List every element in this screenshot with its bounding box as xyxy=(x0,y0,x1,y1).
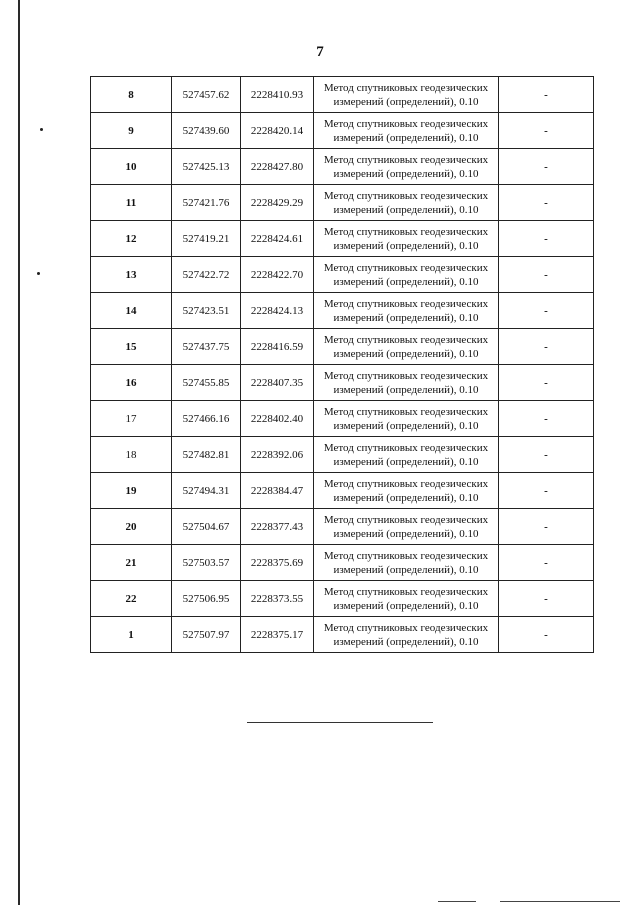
y-coordinate-cell: 2228402.40 xyxy=(241,401,314,437)
method-cell xyxy=(314,437,499,473)
scan-edge-line xyxy=(18,0,20,905)
y-coordinate-cell: 2228392.06 xyxy=(241,437,314,473)
error-cell: - xyxy=(499,257,594,293)
method-cell xyxy=(314,545,499,581)
page-number: 7 xyxy=(316,44,324,60)
y-coordinate-cell: 2228377.43 xyxy=(241,509,314,545)
table-row xyxy=(91,221,594,257)
y-coordinate-cell: 2228373.55 xyxy=(241,581,314,617)
method-text: Метод спутниковых геодезических измерений (определений), 0.10 xyxy=(323,117,489,144)
x-coordinate-cell: 527422.72 xyxy=(172,257,241,293)
method-text: Метод спутниковых геодезических измерений (определений), 0.10 xyxy=(323,153,489,180)
method-cell xyxy=(314,257,499,293)
x-coordinate-cell: 527455.85 xyxy=(172,365,241,401)
end-of-table-rule xyxy=(247,722,433,723)
error-cell: - xyxy=(499,545,594,581)
method-text: Метод спутниковых геодезических измерений (определений), 0.10 xyxy=(323,477,489,504)
point-number-cell: 13 xyxy=(91,257,172,293)
point-number-cell: 10 xyxy=(91,149,172,185)
coordinates-table-body xyxy=(91,77,594,653)
method-text: Метод спутниковых геодезических измерений (определений), 0.10 xyxy=(323,369,489,396)
method-cell xyxy=(314,149,499,185)
footer-rule xyxy=(500,901,620,902)
table-row xyxy=(91,581,594,617)
point-number-cell: 16 xyxy=(91,365,172,401)
point-number-cell: 12 xyxy=(91,221,172,257)
table-row xyxy=(91,77,594,113)
x-coordinate-cell: 527482.81 xyxy=(172,437,241,473)
error-cell: - xyxy=(499,617,594,653)
error-cell: - xyxy=(499,329,594,365)
scan-speck xyxy=(40,128,43,131)
x-coordinate-cell: 527437.75 xyxy=(172,329,241,365)
table-row xyxy=(91,185,594,221)
method-cell xyxy=(314,365,499,401)
method-cell xyxy=(314,293,499,329)
table-row xyxy=(91,401,594,437)
footer-rule xyxy=(438,901,476,902)
table-row xyxy=(91,365,594,401)
coordinates-table xyxy=(90,76,594,653)
method-cell xyxy=(314,329,499,365)
method-text: Метод спутниковых геодезических измерений (определений), 0.10 xyxy=(323,513,489,540)
y-coordinate-cell: 2228424.61 xyxy=(241,221,314,257)
y-coordinate-cell: 2228420.14 xyxy=(241,113,314,149)
x-coordinate-cell: 527419.21 xyxy=(172,221,241,257)
method-text: Метод спутниковых геодезических измерений (определений), 0.10 xyxy=(323,81,489,108)
x-coordinate-cell: 527504.67 xyxy=(172,509,241,545)
table-row xyxy=(91,257,594,293)
point-number-cell: 20 xyxy=(91,509,172,545)
method-cell xyxy=(314,617,499,653)
x-coordinate-cell: 527503.57 xyxy=(172,545,241,581)
x-coordinate-cell: 527425.13 xyxy=(172,149,241,185)
point-number-cell: 11 xyxy=(91,185,172,221)
point-number-cell: 9 xyxy=(91,113,172,149)
method-cell xyxy=(314,401,499,437)
x-coordinate-cell: 527423.51 xyxy=(172,293,241,329)
table-row xyxy=(91,617,594,653)
method-text: Метод спутниковых геодезических измерений (определений), 0.10 xyxy=(323,297,489,324)
error-cell: - xyxy=(499,149,594,185)
error-cell: - xyxy=(499,401,594,437)
method-cell xyxy=(314,77,499,113)
table-row xyxy=(91,293,594,329)
table-row xyxy=(91,437,594,473)
error-cell: - xyxy=(499,221,594,257)
y-coordinate-cell: 2228410.93 xyxy=(241,77,314,113)
y-coordinate-cell: 2228375.69 xyxy=(241,545,314,581)
method-text: Метод спутниковых геодезических измерений (определений), 0.10 xyxy=(323,261,489,288)
table-row xyxy=(91,149,594,185)
method-text: Метод спутниковых геодезических измерений (определений), 0.10 xyxy=(323,621,489,648)
error-cell: - xyxy=(499,77,594,113)
point-number-cell: 18 xyxy=(91,437,172,473)
table-row xyxy=(91,545,594,581)
method-cell xyxy=(314,113,499,149)
method-text: Метод спутниковых геодезических измерений (определений), 0.10 xyxy=(323,549,489,576)
table-row xyxy=(91,509,594,545)
y-coordinate-cell: 2228407.35 xyxy=(241,365,314,401)
method-cell xyxy=(314,581,499,617)
point-number-cell: 1 xyxy=(91,617,172,653)
method-text: Метод спутниковых геодезических измерений (определений), 0.10 xyxy=(323,441,489,468)
method-text: Метод спутниковых геодезических измерений (определений), 0.10 xyxy=(323,405,489,432)
method-text: Метод спутниковых геодезических измерений (определений), 0.10 xyxy=(323,585,489,612)
error-cell: - xyxy=(499,437,594,473)
method-text: Метод спутниковых геодезических измерений (определений), 0.10 xyxy=(323,333,489,360)
y-coordinate-cell: 2228375.17 xyxy=(241,617,314,653)
x-coordinate-cell: 527506.95 xyxy=(172,581,241,617)
x-coordinate-cell: 527439.60 xyxy=(172,113,241,149)
error-cell: - xyxy=(499,185,594,221)
y-coordinate-cell: 2228422.70 xyxy=(241,257,314,293)
point-number-cell: 8 xyxy=(91,77,172,113)
table-row xyxy=(91,473,594,509)
error-cell: - xyxy=(499,509,594,545)
error-cell: - xyxy=(499,581,594,617)
scan-speck xyxy=(37,272,40,275)
point-number-cell: 17 xyxy=(91,401,172,437)
y-coordinate-cell: 2228424.13 xyxy=(241,293,314,329)
error-cell: - xyxy=(499,365,594,401)
x-coordinate-cell: 527494.31 xyxy=(172,473,241,509)
point-number-cell: 21 xyxy=(91,545,172,581)
method-cell xyxy=(314,509,499,545)
method-cell xyxy=(314,221,499,257)
y-coordinate-cell: 2228384.47 xyxy=(241,473,314,509)
x-coordinate-cell: 527421.76 xyxy=(172,185,241,221)
method-cell xyxy=(314,185,499,221)
point-number-cell: 14 xyxy=(91,293,172,329)
error-cell: - xyxy=(499,293,594,329)
x-coordinate-cell: 527507.97 xyxy=(172,617,241,653)
method-text: Метод спутниковых геодезических измерений (определений), 0.10 xyxy=(323,225,489,252)
point-number-cell: 15 xyxy=(91,329,172,365)
y-coordinate-cell: 2228416.59 xyxy=(241,329,314,365)
x-coordinate-cell: 527466.16 xyxy=(172,401,241,437)
point-number-cell: 22 xyxy=(91,581,172,617)
method-text: Метод спутниковых геодезических измерений (определений), 0.10 xyxy=(323,189,489,216)
table-row xyxy=(91,329,594,365)
table-row xyxy=(91,113,594,149)
error-cell: - xyxy=(499,113,594,149)
error-cell: - xyxy=(499,473,594,509)
method-cell xyxy=(314,473,499,509)
y-coordinate-cell: 2228427.80 xyxy=(241,149,314,185)
point-number-cell: 19 xyxy=(91,473,172,509)
x-coordinate-cell: 527457.62 xyxy=(172,77,241,113)
y-coordinate-cell: 2228429.29 xyxy=(241,185,314,221)
